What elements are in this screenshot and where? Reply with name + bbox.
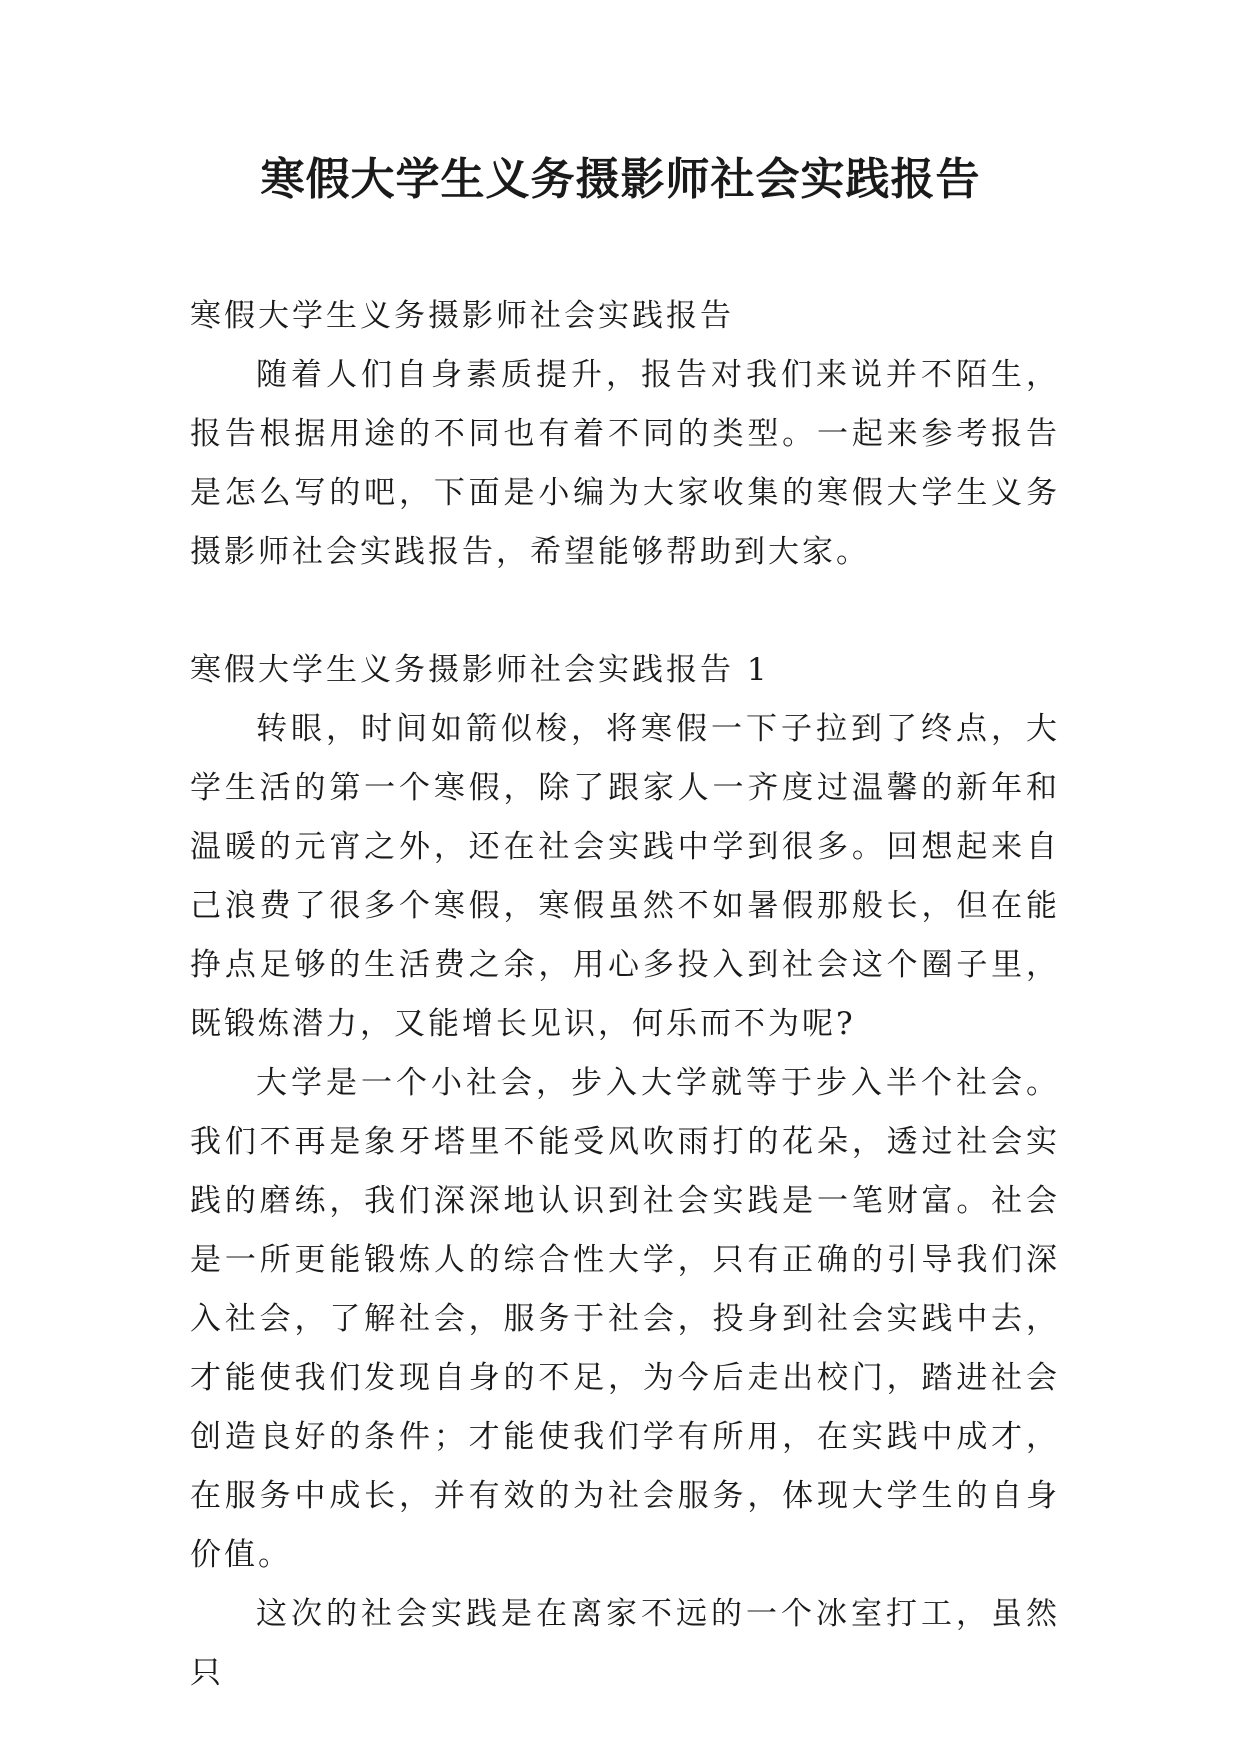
section-gap [190,582,1060,641]
body-paragraph: 大学是一个小社会，步入大学就等于步入半个社会。我们不再是象牙塔里不能受风吹雨打的花朵，透过社会实践的磨练，我们深深地认识到社会实践是一笔财富。社会是一所更能锻炼人的综合性大学，只有正确的引导我们深入社会，了解社会，服务于社会，投身到社会实践中去，才能使我们发现自身的不足，为今后走出校门，踏进社会创造良好的条件；才能使我们学有所用，在实践中成才，在服务中成长，并有效的为社会服务，体现大学生的自身价值。 [190,1065,1060,1573]
intro-paragraph: 随着人们自身素质提升，报告对我们来说并不陌生，报告根据用途的不同也有着不同的类型。一起来参考报告是怎么写的吧，下面是小编为大家收集的寒假大学生义务摄影师社会实践报告，希望能够帮助到大家。 [190,357,1060,570]
body-paragraph: 这次的社会实践是在离家不远的一个冰室打工，虽然只 [190,1596,1060,1691]
document-title: 寒假大学生义务摄影师社会实践报告 [260,154,981,205]
section-heading: 寒假大学生义务摄影师社会实践报告 1 [190,652,770,688]
body-paragraph: 转眼，时间如箭似梭，将寒假一下子拉到了终点，大学生活的第一个寒假，除了跟家人一齐度过温馨的新年和温暖的元宵之外，还在社会实践中学到很多。回想起来自己浪费了很多个寒假，寒假虽然不如暑假那般长，但在能挣点足够的生活费之余，用心多投入到社会这个圈子里，既锻炼潜力，又能增长见识，何乐而不为呢? [190,711,1060,1042]
intro-heading: 寒假大学生义务摄影师社会实践报告 [190,298,734,334]
document-body [190,287,1060,1703]
